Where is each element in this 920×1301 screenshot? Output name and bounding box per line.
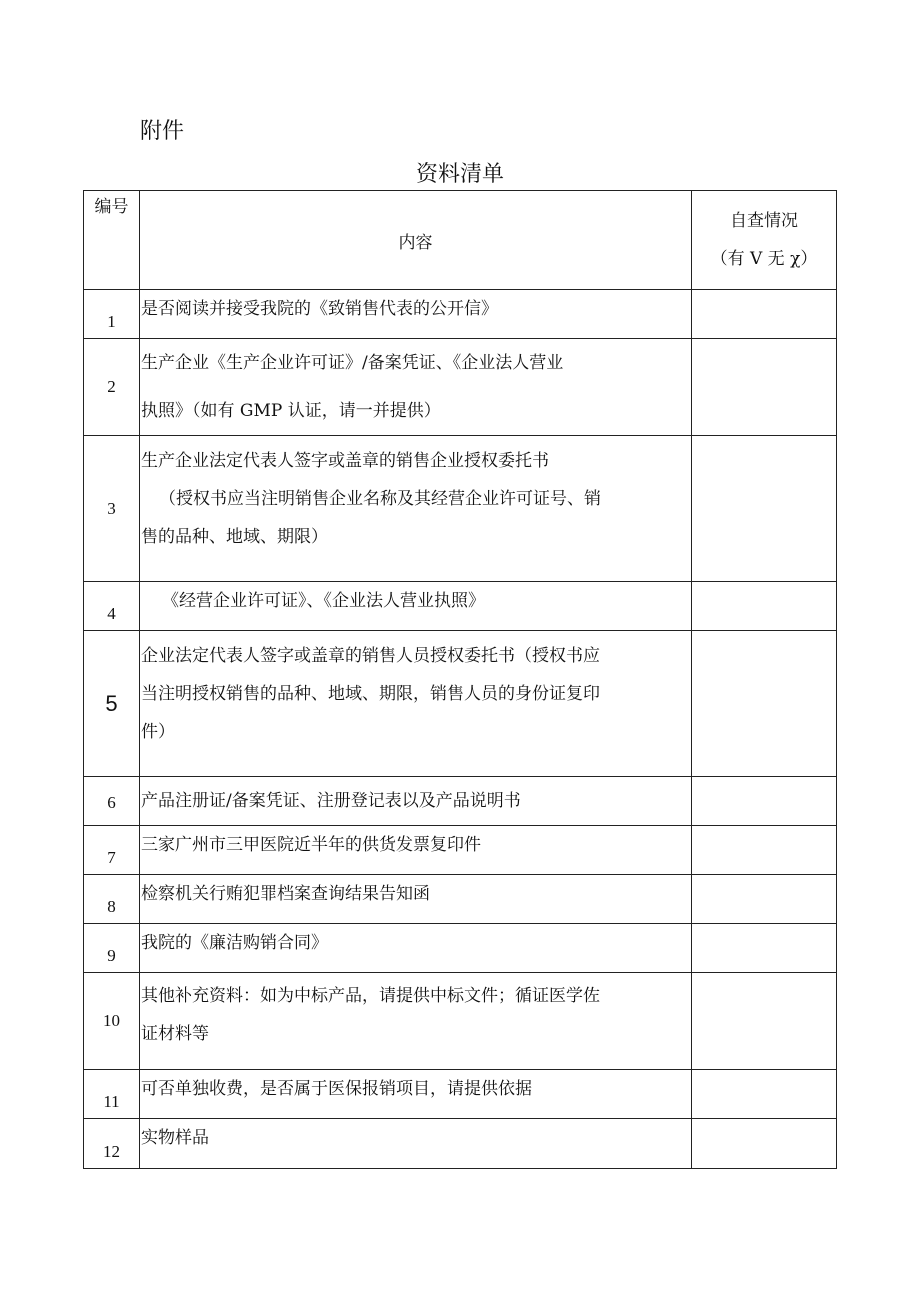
row-content-line: 执照》（如有 GMP 认证，请一并提供） <box>141 401 441 421</box>
table-row <box>84 339 837 436</box>
row-self-check-cell[interactable] <box>692 631 837 777</box>
row-content <box>140 582 692 631</box>
row-content-line: 可否单独收费，是否属于医保报销项目，请提供依据 <box>141 1079 532 1099</box>
row-content-line: 证材料等 <box>141 1024 209 1044</box>
table-row <box>84 924 837 973</box>
row-content <box>140 1070 692 1119</box>
row-content-line: 《经营企业许可证》、《企业法人营业执照》 <box>162 591 485 611</box>
row-number: 7 <box>84 826 140 875</box>
row-content-line: （授权书应当注明销售企业名称及其经营企业许可证号、销 <box>159 489 601 509</box>
document-title: 资料清单 <box>415 162 504 187</box>
row-content-line: 其他补充资料：如为中标产品，请提供中标文件；循证医学佐 <box>141 986 600 1006</box>
row-number: 1 <box>84 290 140 339</box>
row-self-check-cell[interactable] <box>692 290 837 339</box>
row-content-line: 件） <box>141 722 175 742</box>
row-content <box>140 924 692 973</box>
header-content: 内容 <box>140 191 692 290</box>
row-number: 9 <box>84 924 140 973</box>
row-number: 12 <box>84 1119 140 1169</box>
table-row <box>84 826 837 875</box>
row-content <box>140 631 692 777</box>
row-content-line: 生产企业法定代表人签字或盖章的销售企业授权委托书 <box>141 451 549 471</box>
row-self-check-cell[interactable] <box>692 973 837 1070</box>
row-content-line: 实物样品 <box>141 1128 209 1148</box>
row-self-check-cell[interactable] <box>692 582 837 631</box>
row-self-check-cell[interactable] <box>692 777 837 826</box>
row-content <box>140 875 692 924</box>
row-number: 4 <box>84 582 140 631</box>
table-header-row <box>84 191 837 290</box>
row-content <box>140 290 692 339</box>
row-content <box>140 1119 692 1169</box>
row-self-check-cell[interactable] <box>692 924 837 973</box>
attachment-label: 附件 <box>140 119 185 144</box>
row-number: 2 <box>84 339 140 436</box>
table-row <box>84 631 837 777</box>
row-number: 5 <box>84 631 140 777</box>
row-content <box>140 973 692 1070</box>
table-row <box>84 777 837 826</box>
table-row <box>84 436 837 582</box>
row-content-line: 产品注册证/备案凭证、注册登记表以及产品说明书 <box>141 791 521 811</box>
row-self-check-cell[interactable] <box>692 875 837 924</box>
row-number: 8 <box>84 875 140 924</box>
table-row <box>84 290 837 339</box>
header-self-check-line1: 自查情况 <box>730 211 798 231</box>
row-self-check-cell[interactable] <box>692 1119 837 1169</box>
row-content <box>140 339 692 436</box>
row-content-line: 生产企业《生产企业许可证》/备案凭证、《企业法人营业 <box>141 353 564 373</box>
row-number: 3 <box>84 436 140 582</box>
row-self-check-cell[interactable] <box>692 339 837 436</box>
checklist-table <box>83 190 837 1169</box>
row-self-check-cell[interactable] <box>692 436 837 582</box>
table-row <box>84 1070 837 1119</box>
row-content-line: 检察机关行贿犯罪档案查询结果告知函 <box>141 884 430 904</box>
row-content-line: 是否阅读并接受我院的《致销售代表的公开信》 <box>141 299 498 319</box>
row-content <box>140 826 692 875</box>
header-self-check-line2: （有 V 无 χ） <box>710 249 818 269</box>
row-content-line: 我院的《廉洁购销合同》 <box>141 933 328 953</box>
row-content-line: 当注明授权销售的品种、地域、期限，销售人员的身份证复印 <box>141 684 600 704</box>
table-row <box>84 582 837 631</box>
row-number: 11 <box>84 1070 140 1119</box>
row-content-line: 售的品种、地域、期限） <box>141 527 328 547</box>
table-row <box>84 1119 837 1169</box>
header-self-check <box>692 191 837 290</box>
row-self-check-cell[interactable] <box>692 1070 837 1119</box>
table-row <box>84 973 837 1070</box>
table-row <box>84 875 837 924</box>
row-content-line: 企业法定代表人签字或盖章的销售人员授权委托书（授权书应 <box>141 646 600 666</box>
row-content <box>140 777 692 826</box>
header-number: 编号 <box>84 191 140 290</box>
row-number: 6 <box>84 777 140 826</box>
row-number: 10 <box>84 973 140 1070</box>
row-content-line: 三家广州市三甲医院近半年的供货发票复印件 <box>141 835 481 855</box>
row-content <box>140 436 692 582</box>
row-self-check-cell[interactable] <box>692 826 837 875</box>
